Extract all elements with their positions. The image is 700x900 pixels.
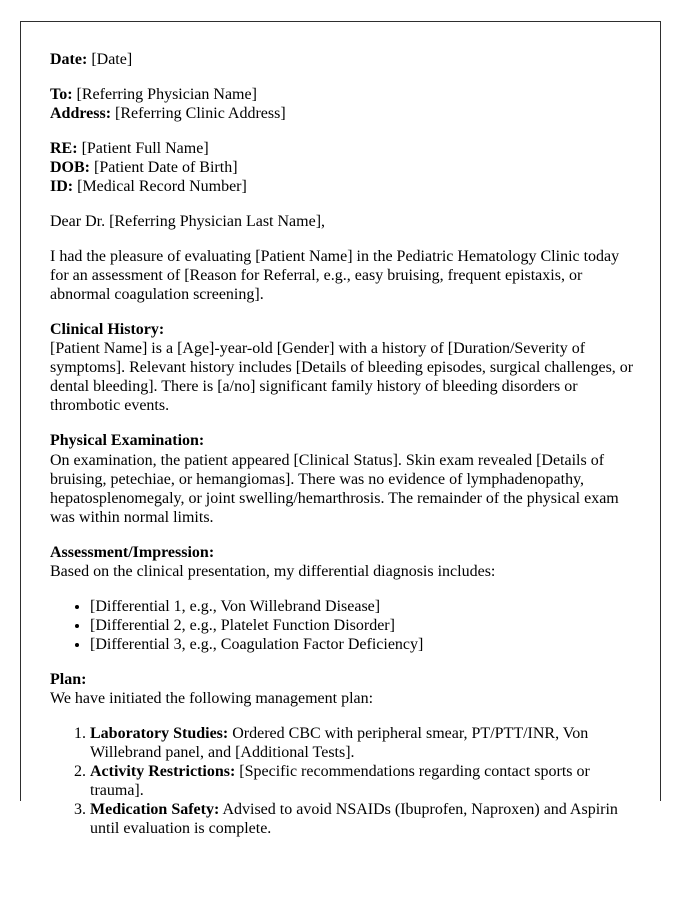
patient-block (50, 139, 638, 196)
plan-item-label: Medication Safety: (90, 800, 220, 818)
recipient-block (50, 85, 638, 123)
plan-item-label: Laboratory Studies: (90, 724, 229, 742)
assessment-body: Based on the clinical presentation, my differential diagnosis includes: (50, 562, 496, 580)
dob-label: DOB: (50, 159, 90, 177)
date-value: [Date] (91, 51, 133, 68)
assessment-heading: Assessment/Impression: (50, 543, 215, 561)
re-value: [Patient Full Name] (81, 140, 209, 158)
dob-value: [Patient Date of Birth] (94, 159, 238, 177)
differential-item: • [Differential 2, e.g., Platelet Function Disorder] (90, 616, 638, 635)
date-line (50, 50, 638, 69)
id-value: [Medical Record Number] (77, 178, 247, 196)
address-value: [Referring Clinic Address] (115, 105, 286, 123)
clinical-history-section (50, 320, 638, 415)
plan-section (50, 670, 638, 708)
to-label: To: (50, 86, 73, 104)
re-label: RE: (50, 140, 78, 158)
address-label: Address: (50, 105, 112, 123)
plan-list (50, 724, 638, 838)
physical-examination-heading: Physical Examination: (50, 432, 205, 450)
plan-item-text: Advised to avoid NSAIDs (Ibuprofen, Naproxen) and Aspirin until evaluation is complete. (90, 800, 618, 837)
plan-item-label: Activity Restrictions: (90, 762, 236, 780)
id-label: ID: (50, 178, 74, 196)
letter-document (20, 21, 661, 837)
intro-paragraph: I had the pleasure of evaluating [Patient Name] in the Pediatric Hematology Clinic today for an assessment of [Reason for Referral, e.g., easy bruising, frequent epistaxis, or abnormal coagulation screening]. (50, 248, 620, 304)
differential-item: • [Differential 3, e.g., Coagulation Factor Deficiency] (90, 635, 638, 654)
plan-item-text: Ordered CBC with peripheral smear, PT/PTT/INR, Von Willebrand panel, and [Additional Tests]. (90, 724, 589, 761)
clinical-history-body: [Patient Name] is a [Age]-year-old [Gender] with a history of [Duration/Severity of symptoms]. Relevant history includes [Details of bleeding episodes, surgical challenges, or dental bleeding]. There is [a/no] significant family history of bleeding disorders or thrombotic events. (50, 340, 634, 415)
clinical-history-heading: Clinical History: (50, 321, 165, 339)
plan-item (90, 724, 638, 762)
physical-examination-section (50, 431, 638, 526)
plan-item (90, 800, 638, 838)
date-label: Date: (50, 51, 88, 68)
assessment-section (50, 543, 638, 581)
differential-list (50, 597, 638, 654)
differential-item: • [Differential 1, e.g., Von Willebrand Disease] (90, 597, 638, 616)
salutation: Dear Dr. [Referring Physician Last Name], (50, 213, 326, 231)
plan-item-text: [Specific recommendations regarding contact sports or trauma]. (90, 762, 590, 799)
plan-body: We have initiated the following management plan: (50, 689, 374, 707)
physical-examination-body: On examination, the patient appeared [Clinical Status]. Skin exam revealed [Details of bruising, petechiae, or hemangiomas]. There was no evidence of lymphadenopathy, hepatosplenomegaly, or joint swelling/hemarthrosis. The remainder of the physical exam was within normal limits. (50, 451, 619, 526)
plan-heading: Plan: (50, 670, 87, 688)
to-value: [Referring Physician Name] (76, 86, 257, 104)
plan-item (90, 762, 638, 800)
